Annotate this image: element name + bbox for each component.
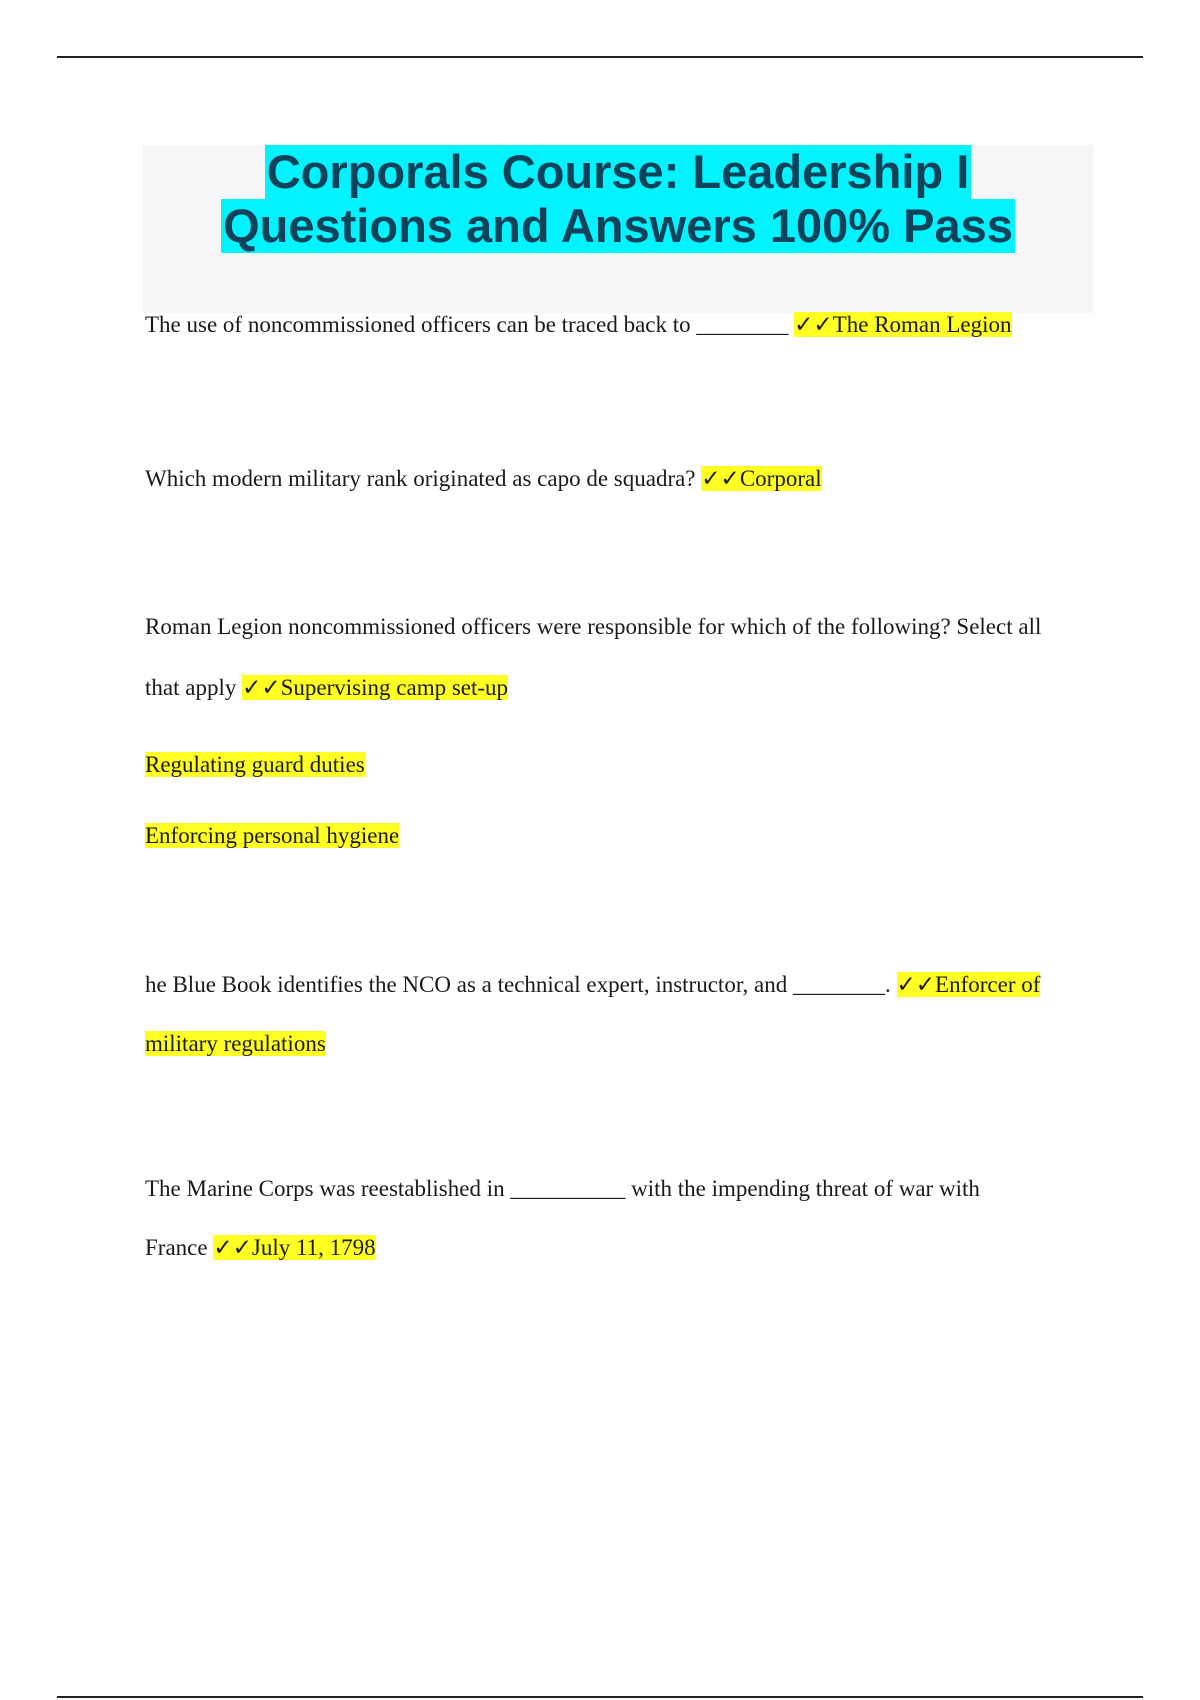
title-line-1: Corporals Course: Leadership I (266, 145, 970, 198)
answer-text: Enforcing personal hygiene (145, 823, 400, 848)
answer-text: Regulating guard duties (145, 752, 365, 777)
question-text: Which modern military rank originated as capo de squadra? (145, 466, 696, 491)
qa-item-3-answer-line-2 (145, 752, 365, 778)
question-text: The use of noncommissioned officers can be traced back to ________ (145, 312, 789, 337)
top-rule (57, 56, 1143, 58)
qa-item-2 (145, 466, 822, 492)
qa-item-5-line-1 (145, 1176, 980, 1202)
qa-item-4-line-1 (145, 972, 1040, 998)
question-text: that apply (145, 675, 237, 700)
qa-item-3-question-line-1 (145, 614, 1041, 640)
bottom-rule (57, 1696, 1143, 1698)
question-text: The Marine Corps was reestablished in __________ with the impending threat of war with (145, 1176, 980, 1201)
answer-text: ✓✓Supervising camp set-up (242, 675, 509, 700)
answer-text: ✓✓July 11, 1798 (213, 1235, 376, 1260)
page-title (143, 145, 1093, 253)
title-line-2: Questions and Answers 100% Pass (223, 199, 1013, 252)
qa-item-1 (145, 312, 1012, 338)
answer-text: military regulations (145, 1031, 326, 1056)
question-text: he Blue Book identifies the NCO as a technical expert, instructor, and ________. (145, 972, 891, 997)
qa-item-5-line-2 (145, 1235, 376, 1261)
answer-text: ✓✓Corporal (701, 466, 822, 491)
question-text: France (145, 1235, 208, 1260)
answer-text: ✓✓The Roman Legion (794, 312, 1012, 337)
qa-item-4-line-2 (145, 1031, 326, 1057)
qa-item-3-answer-line-3 (145, 823, 399, 849)
answer-text: ✓✓Enforcer of (896, 972, 1041, 997)
title-block (143, 145, 1093, 313)
qa-item-3-question-line-2 (145, 675, 508, 701)
question-text: Roman Legion noncommissioned officers were responsible for which of the following? Select all (145, 614, 1042, 639)
